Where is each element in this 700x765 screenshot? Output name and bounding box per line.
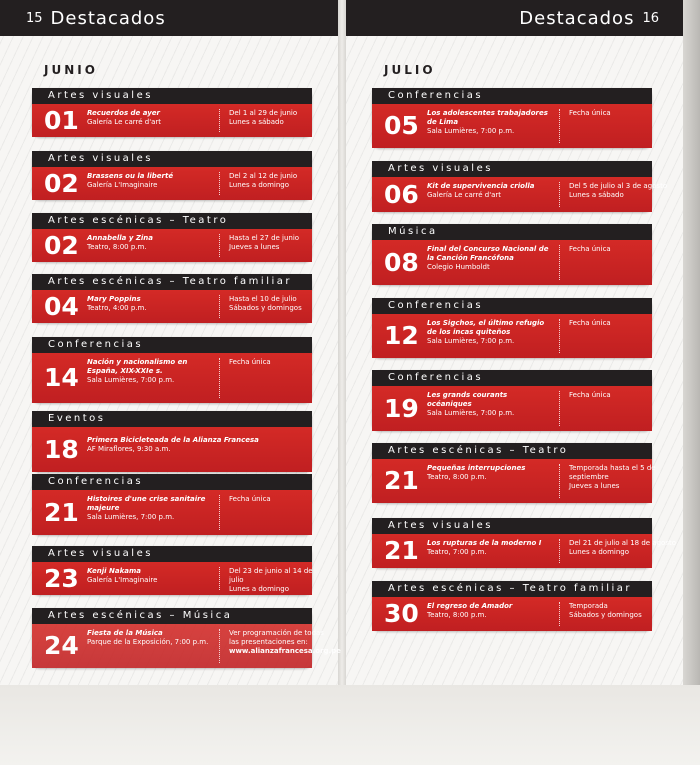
right-page-title: Destacados (519, 7, 635, 29)
event-category: Artes visuales (372, 518, 652, 534)
event-day: 30 (384, 598, 419, 628)
event-title: Recuerdos de ayer (87, 109, 161, 117)
event-date: Temporada (569, 602, 608, 610)
event-venue: Sala Lumières, 7:00 p.m. (87, 376, 175, 384)
divider (559, 391, 560, 426)
divider (559, 245, 560, 280)
event-card[interactable] (32, 411, 312, 472)
event-card[interactable] (372, 443, 656, 503)
event-card[interactable] (32, 546, 312, 595)
event-category: Artes visuales (32, 88, 312, 104)
divider (559, 539, 560, 563)
divider (219, 172, 220, 195)
event-category: Artes escénicas – Teatro (372, 443, 652, 459)
event-category: Artes visuales (32, 151, 312, 167)
divider (559, 109, 560, 143)
event-venue: Sala Lumières, 7:00 p.m. (427, 409, 515, 417)
event-title: Mary Poppins (87, 295, 141, 303)
event-category: Música (372, 224, 652, 240)
event-date: Del 5 de julio al 3 de agosto (569, 182, 668, 190)
left-page-number: 15 (26, 10, 43, 26)
event-schedule: Lunes a sábado (229, 118, 284, 126)
event-title: Brassens ou la liberté (87, 172, 174, 180)
event-date: Temporada hasta el 5 de septiembre (569, 464, 656, 481)
event-day: 21 (44, 497, 79, 527)
event-category: Artes escénicas – Teatro familiar (32, 274, 312, 290)
event-category: Conferencias (372, 298, 652, 314)
event-day: 02 (44, 168, 79, 198)
page-shadow (0, 685, 700, 765)
event-card[interactable] (32, 337, 312, 403)
event-day: 02 (44, 230, 79, 260)
divider (559, 182, 560, 207)
event-category: Artes visuales (32, 546, 312, 562)
event-venue: Colegio Humboldt (427, 263, 490, 271)
event-date: Fecha única (229, 495, 271, 503)
event-day: 01 (44, 105, 79, 135)
event-venue: Teatro, 4:00 p.m. (87, 304, 147, 312)
event-title: Los Sigchos, el último refugio de los incas quiteños (427, 319, 545, 336)
event-date: Fecha única (229, 358, 271, 366)
right-page-number: 16 (642, 10, 659, 26)
event-category: Artes visuales (372, 161, 652, 177)
event-title: Annabella y Zina (87, 234, 154, 242)
event-card[interactable] (372, 298, 652, 358)
divider (219, 295, 220, 318)
event-day: 21 (384, 535, 419, 565)
event-date: Fecha única (569, 391, 611, 399)
event-title: El regreso de Amador (427, 602, 513, 610)
left-header-bar (0, 0, 338, 36)
event-title: Kit de supervivencia criolla (427, 182, 535, 190)
event-schedule: Lunes a sábado (569, 191, 624, 199)
event-title: Fiesta de la Música (87, 629, 163, 637)
event-venue: Sala Lumières, 7:00 p.m. (87, 513, 175, 521)
event-title: Kenji Nakama (87, 567, 141, 575)
event-card[interactable] (372, 518, 677, 568)
event-card[interactable] (372, 224, 652, 285)
event-card[interactable] (32, 213, 312, 262)
month-label-julio: JULIO (384, 63, 436, 77)
event-date: Fecha única (569, 245, 611, 253)
divider (219, 109, 220, 132)
event-venue: Parque de la Exposición, 7:00 p.m. (87, 638, 209, 646)
event-card[interactable] (372, 370, 652, 431)
event-day: 18 (44, 434, 79, 464)
event-date: Fecha única (569, 109, 611, 117)
event-venue: Teatro, 8:00 p.m. (427, 473, 487, 481)
event-venue: AF Miraflores, 9:30 a.m. (87, 445, 171, 453)
event-card[interactable] (372, 161, 668, 212)
event-venue: Teatro, 7:00 p.m. (427, 548, 487, 556)
event-card[interactable] (32, 88, 312, 137)
event-title: Los adolescentes trabajadores de Lima (427, 109, 548, 126)
event-card[interactable] (32, 151, 312, 200)
event-day: 06 (384, 179, 419, 209)
event-category: Artes escénicas – Teatro familiar (372, 581, 652, 597)
event-day: 19 (384, 393, 419, 423)
event-title: Los rupturas de la moderno I (427, 539, 542, 547)
event-venue: Galería Le carré d'art (87, 118, 162, 126)
divider (559, 464, 560, 498)
event-title: Histoires d'une crise sanitaire majeure (87, 495, 206, 512)
event-category: Conferencias (32, 474, 312, 490)
divider (219, 495, 220, 530)
event-venue: Teatro, 8:00 p.m. (427, 611, 487, 619)
event-date: Del 23 de junio al 14 de julio (229, 567, 313, 584)
event-day: 14 (44, 362, 79, 392)
divider (219, 234, 220, 257)
event-day: 04 (44, 291, 79, 321)
event-venue: Sala Lumières, 7:00 p.m. (427, 127, 515, 135)
event-category: Artes escénicas – Teatro (32, 213, 312, 229)
event-date: Hasta el 10 de julio (229, 295, 297, 303)
event-schedule: Jueves a lunes (569, 482, 620, 490)
event-title: Primera Bicicleteada de la Alianza Francesa (87, 436, 259, 444)
event-website-link[interactable]: www.alianzafrancesa.org.pe (229, 647, 341, 655)
event-schedule: Sábados y domingos (229, 304, 302, 312)
event-venue: Galería Le carré d'art (427, 191, 502, 199)
event-category: Artes escénicas – Música (32, 608, 312, 624)
event-title: Les grands courants océaniques (427, 391, 508, 408)
divider (219, 567, 220, 590)
left-page-title: Destacados (50, 7, 166, 29)
book-edge (683, 0, 700, 685)
event-schedule: Sábados y domingos (569, 611, 642, 619)
event-date: Ver programación de todas las presentaciones en: (229, 629, 324, 646)
event-title: Nación y nacionalismo en España, XIX-XXIe s. (87, 358, 188, 375)
event-title: Final del Concurso Nacional de la Canción Francófona (427, 245, 549, 262)
divider (559, 602, 560, 626)
event-date: Fecha única (569, 319, 611, 327)
event-venue: Galería L'Imaginaire (87, 181, 158, 189)
event-day: 24 (44, 630, 79, 660)
event-category: Conferencias (372, 88, 652, 104)
divider (559, 319, 560, 353)
event-venue: Sala Lumières, 7:00 p.m. (427, 337, 515, 345)
divider (219, 629, 220, 663)
event-day: 12 (384, 320, 419, 350)
event-venue: Teatro, 8:00 p.m. (87, 243, 147, 251)
event-schedule: Lunes a domingo (229, 181, 289, 189)
book-gutter (338, 0, 346, 685)
event-schedule: Lunes a domingo (229, 585, 289, 593)
right-header-bar (346, 0, 683, 36)
event-schedule: Lunes a domingo (569, 548, 629, 556)
event-date: Hasta el 27 de junio (229, 234, 300, 242)
event-category: Conferencias (372, 370, 652, 386)
event-day: 08 (384, 247, 419, 277)
event-date: Del 21 de julio al 18 de agosto (569, 539, 677, 547)
event-day: 23 (44, 563, 79, 593)
event-date: Del 2 al 12 de junio (229, 172, 298, 180)
event-card[interactable] (32, 608, 341, 668)
event-card[interactable] (32, 474, 312, 535)
event-card[interactable] (32, 274, 312, 323)
event-card[interactable] (372, 88, 652, 148)
event-category: Conferencias (32, 337, 312, 353)
divider (219, 358, 220, 398)
event-card[interactable] (372, 581, 652, 631)
event-day: 21 (384, 465, 419, 495)
event-day: 05 (384, 110, 419, 140)
event-title: Pequeñas interrupciones (427, 464, 526, 472)
month-label-junio: JUNIO (44, 63, 98, 77)
event-schedule: Jueves a lunes (229, 243, 280, 251)
event-venue: Galería L'Imaginaire (87, 576, 158, 584)
event-category: Eventos (32, 411, 312, 427)
event-date: Del 1 al 29 de junio (229, 109, 298, 117)
